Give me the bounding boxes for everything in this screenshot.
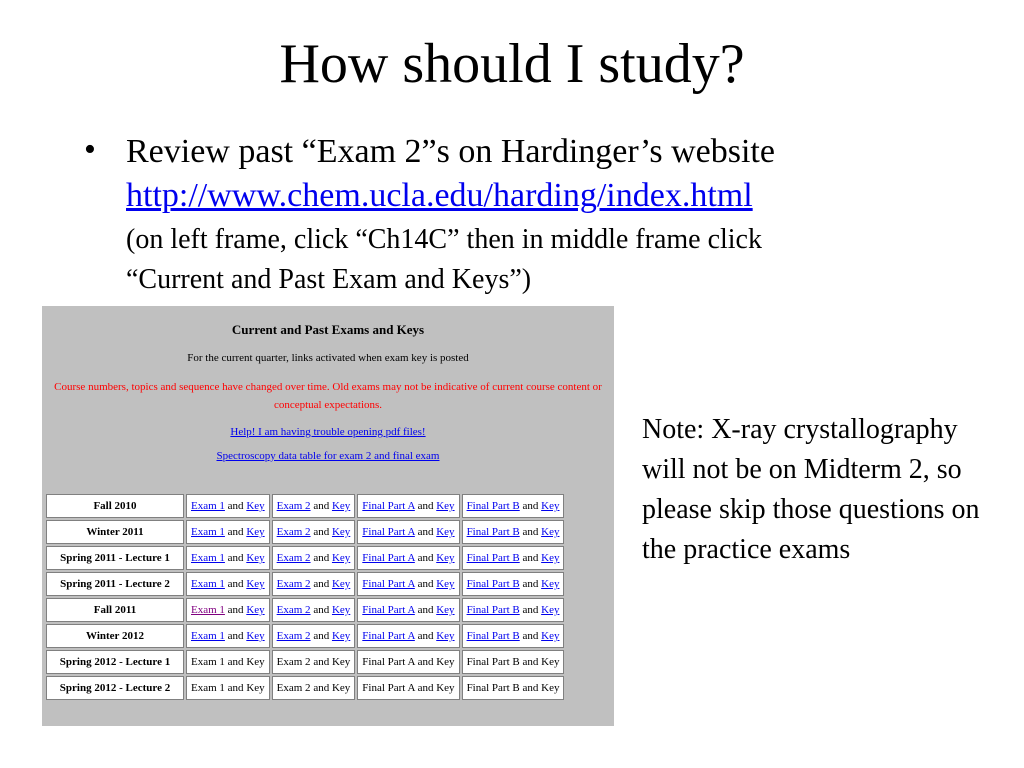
key-link[interactable]: Key	[436, 578, 455, 590]
key-link[interactable]: Key	[436, 526, 455, 538]
key-link[interactable]: Key	[541, 604, 560, 616]
exam-link: Final Part A	[362, 682, 415, 694]
exam-page-screenshot	[42, 306, 614, 726]
exam-cell	[357, 676, 459, 700]
bullet-marker: •	[84, 131, 96, 168]
exam-link: Exam 1	[191, 682, 225, 694]
term-cell: Spring 2012 - Lecture 1	[46, 650, 184, 674]
exam-link[interactable]: Exam 2	[276, 630, 311, 642]
and-text: and	[522, 578, 539, 590]
exam-link: Exam 1	[191, 656, 225, 668]
key-link[interactable]: Key	[246, 604, 265, 616]
exam-cell	[462, 520, 565, 544]
and-text: and	[522, 656, 539, 668]
exam-cell	[186, 624, 270, 648]
bullet-text: Review past “Exam 2”s on Hardinger’s website	[126, 133, 775, 170]
and-text: and	[227, 552, 244, 564]
key-link[interactable]: Key	[331, 552, 351, 564]
exam-link[interactable]: Final Part B	[466, 500, 520, 512]
and-text: and	[417, 682, 434, 694]
exam-link[interactable]: Final Part A	[362, 552, 415, 564]
key-link[interactable]: Key	[331, 578, 351, 590]
key-link: Key	[331, 656, 351, 668]
key-link: Key	[436, 656, 455, 668]
exam-link[interactable]: Final Part A	[362, 526, 415, 538]
term-cell: Winter 2011	[46, 520, 184, 544]
exam-cell	[186, 572, 270, 596]
key-link[interactable]: Key	[331, 630, 351, 642]
help-link-row	[42, 426, 614, 438]
exam-link[interactable]: Exam 1	[191, 604, 225, 616]
key-link[interactable]: Key	[246, 526, 265, 538]
exam-link: Exam 2	[276, 656, 311, 668]
term-cell: Fall 2011	[46, 598, 184, 622]
exam-cell	[272, 494, 356, 518]
instruction-line-1: (on left frame, click “Ch14C” then in middle frame click	[126, 224, 762, 255]
table-row	[46, 650, 564, 674]
harding-website-link[interactable]: http://www.chem.ucla.edu/harding/index.html	[126, 177, 753, 214]
exam-link[interactable]: Final Part A	[362, 630, 415, 642]
exam-cell	[357, 520, 459, 544]
and-text: and	[313, 578, 330, 590]
term-cell: Spring 2012 - Lecture 2	[46, 676, 184, 700]
exam-link[interactable]: Exam 2	[276, 526, 311, 538]
exam-cell	[186, 598, 270, 622]
exam-cell	[186, 676, 270, 700]
key-link[interactable]: Key	[436, 630, 455, 642]
exam-cell	[186, 546, 270, 570]
exam-cell	[272, 520, 356, 544]
and-text: and	[522, 604, 539, 616]
table-row	[46, 598, 564, 622]
exam-cell	[462, 676, 565, 700]
key-link: Key	[331, 682, 351, 694]
exam-cell	[186, 494, 270, 518]
key-link[interactable]: Key	[246, 578, 265, 590]
term-cell: Winter 2012	[46, 624, 184, 648]
exam-link[interactable]: Exam 1	[191, 500, 225, 512]
key-link[interactable]: Key	[246, 500, 265, 512]
and-text: and	[227, 604, 244, 616]
exams-warning: Course numbers, topics and sequence have changed over time. Old exams may not be indicative of current course content or conceptual expectations.	[54, 381, 602, 411]
note-text: Note: X-ray crystallography will not be on Midterm 2, so please skip those questions on the practice exams	[642, 414, 980, 565]
table-row	[46, 624, 564, 648]
and-text: and	[313, 630, 330, 642]
exam-cell	[357, 598, 459, 622]
exam-table	[44, 492, 566, 702]
key-link[interactable]: Key	[436, 500, 455, 512]
exam-cell	[272, 676, 356, 700]
exam-cell	[462, 598, 565, 622]
exam-link[interactable]: Final Part B	[466, 604, 520, 616]
exam-link[interactable]: Final Part B	[466, 578, 520, 590]
exam-cell	[357, 650, 459, 674]
key-link[interactable]: Key	[331, 526, 351, 538]
exam-cell	[272, 546, 356, 570]
and-text: and	[417, 500, 434, 512]
table-row	[46, 546, 564, 570]
exam-link[interactable]: Exam 2	[276, 578, 311, 590]
and-text: and	[227, 682, 244, 694]
and-text: and	[313, 500, 330, 512]
help-link[interactable]: Help! I am having trouble opening pdf files!	[230, 426, 426, 438]
exam-cell	[462, 624, 565, 648]
key-link[interactable]: Key	[541, 630, 560, 642]
and-text: and	[522, 526, 539, 538]
table-row	[46, 520, 564, 544]
and-text: and	[522, 682, 539, 694]
and-text: and	[227, 526, 244, 538]
and-text: and	[417, 604, 434, 616]
and-text: and	[227, 656, 244, 668]
exam-link[interactable]: Exam 1	[191, 526, 225, 538]
exam-link[interactable]: Exam 1	[191, 552, 225, 564]
exam-link[interactable]: Final Part A	[362, 604, 415, 616]
key-link: Key	[541, 682, 560, 694]
key-link[interactable]: Key	[541, 526, 560, 538]
and-text: and	[313, 656, 330, 668]
and-text: and	[313, 526, 330, 538]
exam-link[interactable]: Final Part A	[362, 500, 415, 512]
and-text: and	[417, 552, 434, 564]
term-cell: Spring 2011 - Lecture 2	[46, 572, 184, 596]
spectroscopy-link[interactable]: Spectroscopy data table for exam 2 and final exam	[216, 450, 440, 462]
key-link[interactable]: Key	[541, 578, 560, 590]
exam-cell	[186, 520, 270, 544]
exam-cell	[272, 572, 356, 596]
exams-heading: Current and Past Exams and Keys	[231, 322, 425, 337]
exam-link: Exam 2	[276, 682, 311, 694]
table-row	[46, 676, 564, 700]
exam-cell	[462, 650, 565, 674]
exam-cell	[186, 650, 270, 674]
and-text: and	[313, 682, 330, 694]
and-text: and	[522, 552, 539, 564]
term-cell: Fall 2010	[46, 494, 184, 518]
bullet-item	[126, 130, 1006, 300]
instruction-text	[126, 220, 1006, 300]
and-text: and	[227, 630, 244, 642]
table-row	[46, 572, 564, 596]
key-link[interactable]: Key	[246, 552, 265, 564]
exam-link[interactable]: Exam 2	[276, 552, 311, 564]
exam-link[interactable]: Final Part A	[362, 578, 415, 590]
and-text: and	[522, 500, 539, 512]
exam-cell	[272, 624, 356, 648]
exam-cell	[462, 494, 565, 518]
exam-cell	[357, 624, 459, 648]
exam-link[interactable]: Final Part B	[466, 630, 520, 642]
table-row	[46, 494, 564, 518]
key-link[interactable]: Key	[331, 500, 351, 512]
and-text: and	[313, 552, 330, 564]
key-link[interactable]: Key	[436, 552, 455, 564]
exam-cell	[272, 598, 356, 622]
and-text: and	[417, 578, 434, 590]
exam-cell	[357, 546, 459, 570]
key-link: Key	[541, 656, 560, 668]
and-text: and	[417, 526, 434, 538]
key-link[interactable]: Key	[541, 500, 560, 512]
key-link[interactable]: Key	[541, 552, 560, 564]
exam-link: Final Part B	[466, 682, 520, 694]
slide-title: How should I study?	[279, 33, 745, 95]
exam-link[interactable]: Exam 1	[191, 578, 225, 590]
exam-link[interactable]: Exam 1	[191, 630, 225, 642]
key-link[interactable]: Key	[331, 604, 351, 616]
key-link: Key	[246, 656, 265, 668]
exam-link[interactable]: Final Part B	[466, 552, 520, 564]
exam-cell	[357, 572, 459, 596]
exam-cell	[462, 546, 565, 570]
exam-cell	[272, 650, 356, 674]
spectro-link-row	[42, 450, 614, 462]
exam-link[interactable]: Exam 2	[276, 604, 311, 616]
term-cell: Spring 2011 - Lecture 1	[46, 546, 184, 570]
and-text: and	[227, 578, 244, 590]
exam-cell	[462, 572, 565, 596]
exam-link: Final Part B	[466, 656, 520, 668]
key-link: Key	[436, 682, 455, 694]
and-text: and	[417, 656, 434, 668]
and-text: and	[417, 630, 434, 642]
exam-link[interactable]: Exam 2	[276, 500, 311, 512]
instruction-line-2: “Current and Past Exam and Keys”)	[126, 264, 532, 295]
key-link[interactable]: Key	[246, 630, 265, 642]
and-text: and	[227, 500, 244, 512]
exam-link[interactable]: Final Part B	[466, 526, 520, 538]
and-text: and	[522, 630, 539, 642]
and-text: and	[313, 604, 330, 616]
key-link: Key	[246, 682, 265, 694]
key-link[interactable]: Key	[436, 604, 455, 616]
exams-subheading: For the current quarter, links activated when exam key is posted	[187, 352, 469, 364]
exam-link: Final Part A	[362, 656, 415, 668]
exam-cell	[357, 494, 459, 518]
